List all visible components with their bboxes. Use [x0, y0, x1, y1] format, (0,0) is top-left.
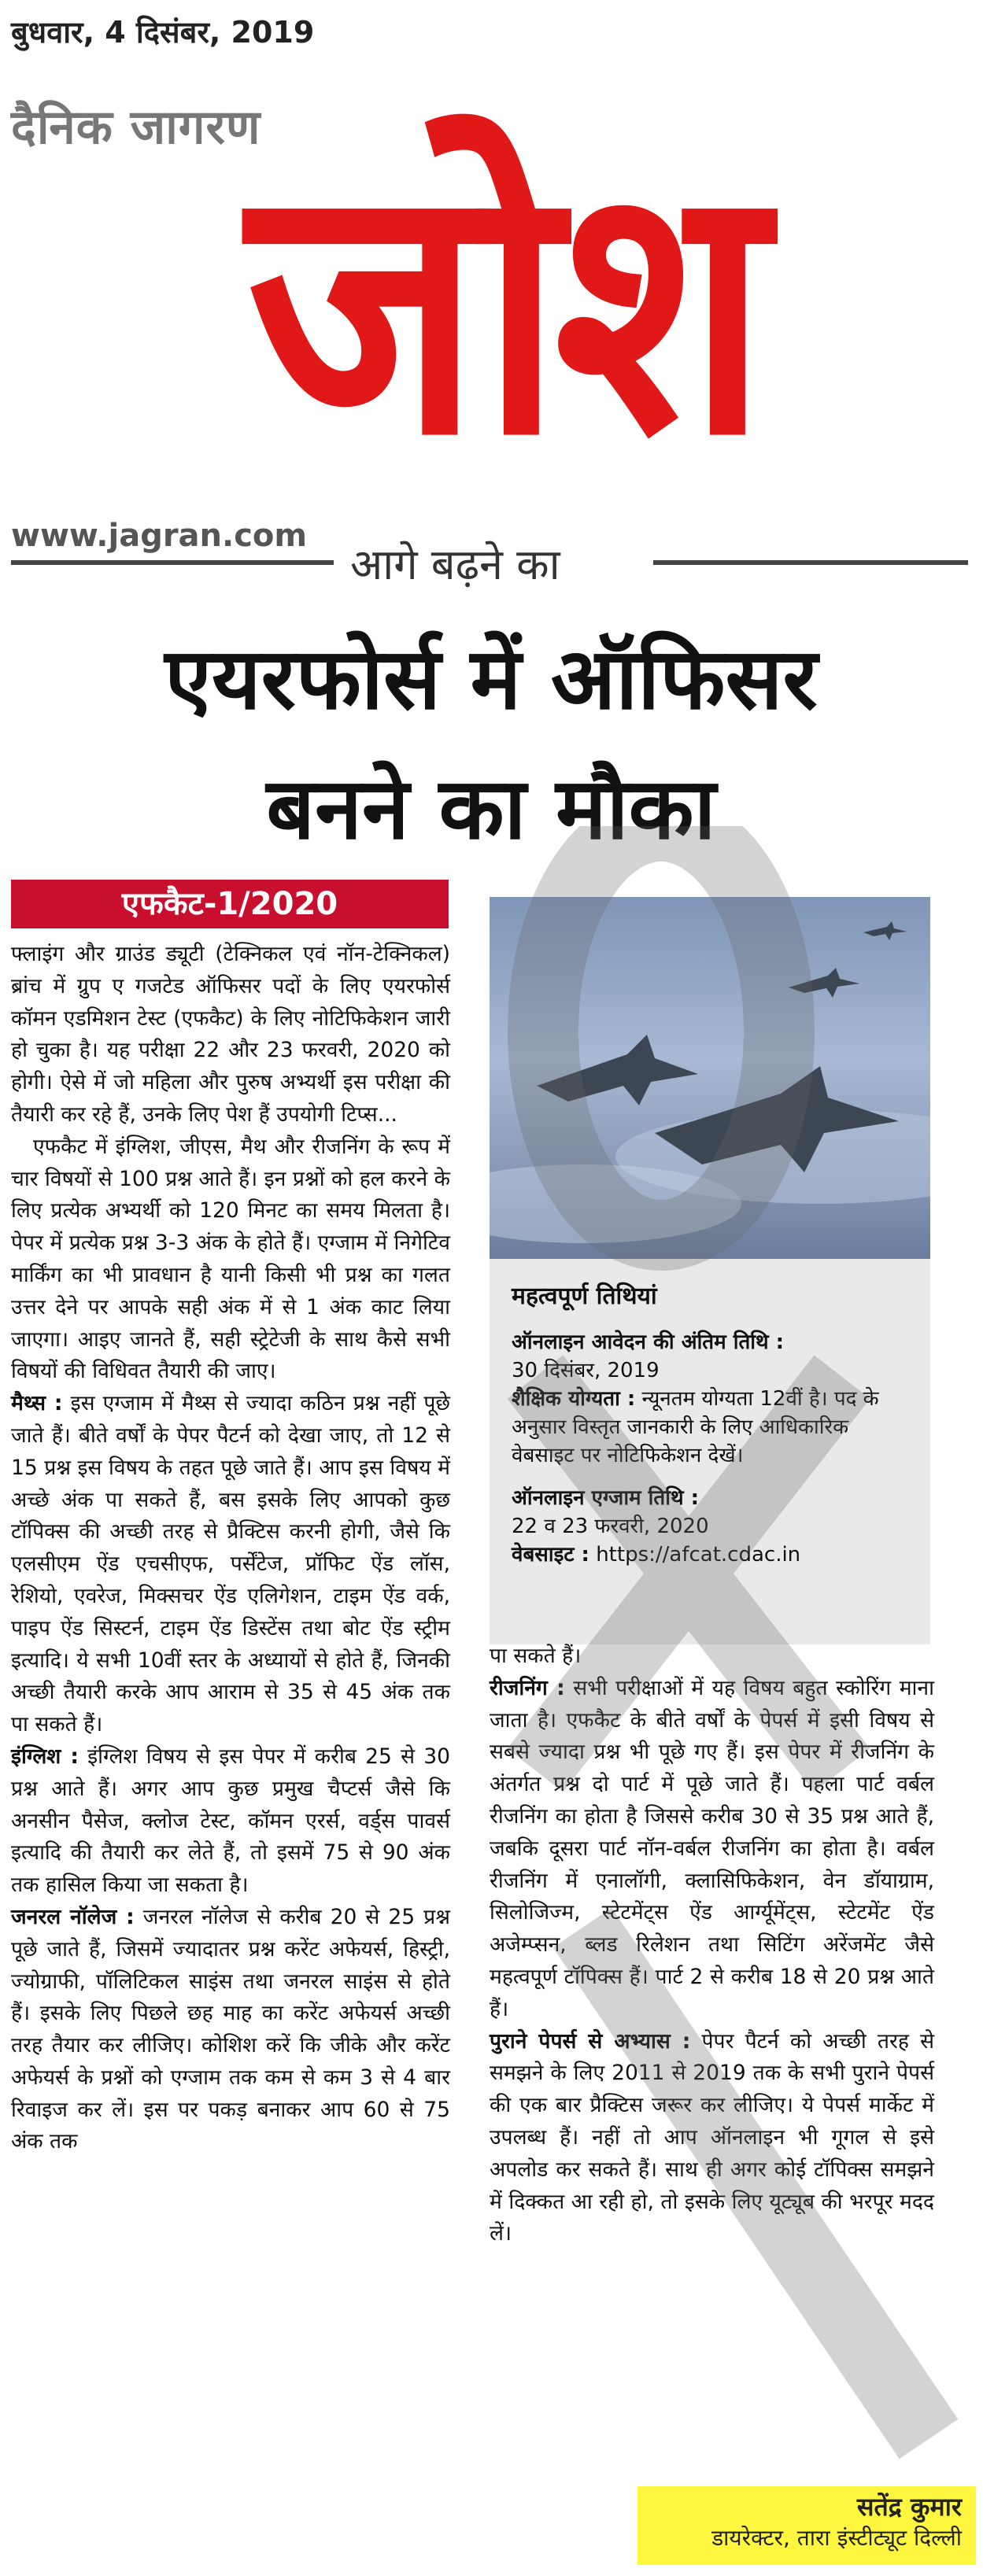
article-paragraph: एफकैट में इंग्लिश, जीएस, मैथ और रीजनिंग के रूप में चार विषयों से 100 प्रश्न आते हैं। इन प्रश्नों को हल करने के लिए प्रत्येक अभ्यर्थी को 120 मिनट का समय मिलता है। पेपर में प्रत्येक प्रश्न 3-3 अंक के होते हैं। एग्जाम में निगेटिव मार्किंग का भी प्रावधान है यानी किसी भी प्रश्न का गलत उत्तर देने पर आपके सही अंक में से 1 अंक काट लिया जाएगा। आइए जानते हैं, सही स्ट्रेटेजी के साथ कैसे सभी विषयों की विधिवत तैयारी की जाए।	[11, 1134, 450, 1384]
website-line	[512, 1541, 908, 1569]
maths-label: मैथ्स :	[11, 1391, 63, 1416]
masthead-tagline: आगे बढ़ने का	[350, 540, 560, 589]
article-column-right	[490, 1640, 934, 2250]
qualification-label: शैक्षिक योग्यता :	[512, 1387, 636, 1411]
maths-text: इस एग्जाम में मैथ्स से ज्यादा कठिन प्रश्न नहीं पूछे जाते हैं। बीते वर्षों के पेपर पैटर्न को देखा जाए, तो 12 से 15 प्रश्न इस विषय के तहत पूछे जाते हैं। आप इस विषय में अच्छे अंक पा सकते हैं, बस इसके लिए आपको कुछ टॉपिक्स की अच्छी तरह से प्रैक्टिस करनी होगी, जैसे कि एलसीएम ऐंड एचसीएफ, पर्सेंटेज, प्रॉफिट ऐंड लॉस, रेशियो, एवरेज, मिक्सचर ऐंड एलिगेशन, टाइम ऐंड वर्क, पाइप ऐंड सिस्टर्न, टाइम ऐंड डिस्टेंस तथा बोट ऐंड स्ट्रीम इत्यादि। ये सभी 10वीं स्तर के अध्यायों से होते हैं, जिनकी अच्छी तैयारी करके आप आराम से 35 से 45 अंक तक पा सकते हैं।	[11, 1391, 450, 1737]
qualification	[512, 1385, 908, 1470]
author-name: सतेंद्र कुमार	[856, 2492, 962, 2522]
masthead-rule-right	[653, 560, 968, 565]
gk-continuation: पा सकते हैं।	[490, 1644, 582, 1668]
exam-date-label: ऑनलाइन एग्जाम तिथि :	[512, 1486, 700, 1510]
english-section	[11, 1741, 450, 1902]
exam-date-value: 22 व 23 फरवरी, 2020	[512, 1515, 709, 1538]
gk-label: जनरल नॉलेज :	[11, 1904, 135, 1929]
section-tag: एफकैट-1/2020	[11, 880, 449, 928]
website-link[interactable]: https://afcat.cdac.in	[589, 1543, 801, 1567]
article-column-left	[11, 939, 450, 2158]
article-intro: फ्लाइंग और ग्राउंड ड्यूटी (टेक्निकल एवं नॉन-टेक्निकल) ब्रांच में ग्रुप ए गजटेड ऑफिसर पदों के लिए एयरफोर्स कॉमन एडमिशन टेस्ट (एफकैट) के लिए नोटिफिकेशन जारी हो चुका है। यह परीक्षा 22 और 23 फरवरी, 2020 को होगी। ऐसे में जो महिला और पुरुष अभ्यर्थी इस परीक्षा की तैयारी कर रहे हैं, उनके लिए पेश हैं उपयोगी टिप्स...	[11, 942, 450, 1127]
headline-line-2: बनने का मौका	[266, 760, 716, 858]
old-papers-label: पुराने पेपर्स से अभ्यास :	[490, 2028, 691, 2054]
reasoning-section	[490, 1673, 934, 2026]
old-papers-text: पेपर पैटर्न को अच्छी तरह से समझने के लिए 2011 से 2019 तक के सभी पुराने पेपर्स की एक बार प्रैक्टिस जरूर कर लीजिए। ये पेपर्स मार्केट में उपलब्ध हैं। नहीं तो आप ऑनलाइन भी गूगल से इसे अपलोड कर सकते हैं। साथ ही अगर कोई टॉपिक्स समझने में दिक्कत आ रही हो, तो इसके लिए यूट्यूब की भरपूर मदद लें।	[490, 2028, 934, 2246]
website-url[interactable]: www.jagran.com	[11, 518, 308, 554]
gk-section	[11, 1902, 450, 2158]
english-label: इंग्लिश :	[11, 1744, 79, 1769]
reasoning-label: रीजनिंग :	[490, 1675, 565, 1700]
last-date-label: ऑनलाइन आवेदन की अंतिम तिथि :	[512, 1330, 785, 1354]
important-dates-box	[490, 1259, 930, 1644]
website-label: वेबसाइट :	[512, 1543, 589, 1567]
newspaper-brand: दैनिक जागरण	[11, 100, 261, 155]
headline-line-1: एयरफोर्स में ऑफिसर	[164, 630, 818, 729]
last-date-value: 30 दिसंबर, 2019	[512, 1359, 660, 1382]
fighter-jets-photo	[490, 897, 930, 1259]
infobox-title: महत्वपूर्ण तिथियां	[512, 1282, 657, 1310]
gk-text: जनरल नॉलेज से करीब 20 से 25 प्रश्न पूछे जाते हैं, जिसमें ज्यादातर प्रश्न करेंट अफेयर्स, हिस्ट्री, ज्योग्राफी, पॉलिटिकल साइंस तथा जनरल साइंस से होते हैं। इसके लिए पिछले छह माह का करेंट अफेयर्स अच्छी तरह तैयार कर लीजिए। कोशिश करें कि जीके और करेंट अफेयर्स के प्रश्नों को एग्जाम तक कम से कम 3 से 4 बार रिवाइज कर लें। इस पर पकड़ बनाकर आप 60 से 75 अंक तक	[11, 1904, 450, 2154]
masthead-rule-left	[11, 560, 334, 565]
fighter-jets-illustration	[490, 897, 930, 1259]
qualification-text: न्यूनतम योग्यता 12वीं है। पद के अनुसार विस्तृत जानकारी के लिए आधिकारिक वेबसाइट पर नोटिफिकेशन देखें।	[512, 1387, 879, 1467]
old-papers-section	[490, 2026, 934, 2251]
maths-section	[11, 1388, 450, 1741]
issue-date: बुधवार, 4 दिसंबर, 2019	[11, 15, 315, 50]
masthead-title: जोश	[246, 109, 761, 512]
reasoning-text: सभी परीक्षाओं में यह विषय बहुत स्कोरिंग माना जाता है। एफकैट के बीते वर्षों के पेपर्स में इसी विषय से सबसे ज्यादा प्रश्न भी पूछे गए हैं। इस पेपर में रीजनिंग के अंतर्गत प्रश्न दो पार्ट में पूछे जाते हैं। पहला पार्ट वर्बल रीजनिंग का होता है जिससे करीब 30 से 35 प्रश्न आते हैं, जबकि दूसरा पार्ट नॉन-वर्बल रीजनिंग का होता है। वर्बल रीजनिंग में एनालॉगी, क्लासिफिकेशन, वेन डॉयाग्राम, सिलोजिज्म, स्टेटमेंट्स ऐंड आर्ग्यूमेंट्स, स्टेटमेंट ऐंड अजेम्प्सन, ब्लड रिलेशन तथा सिटिंग अरेंजमेंट जैसे महत्वपूर्ण टॉपिक्स हैं। पार्ट 2 से करीब 18 से 20 प्रश्न आते हैं।	[490, 1675, 934, 2021]
author-designation: डायरेक्टर, तारा इंस्टीट्यूट दिल्ली	[711, 2525, 962, 2551]
author-credit	[637, 2486, 976, 2565]
english-text: इंग्लिश विषय से इस पेपर में करीब 25 से 30 प्रश्न आते हैं। अगर आप कुछ प्रमुख चैप्टर्स जैसे कि अनसीन पैसेज, क्लोज टेस्ट, कॉमन एरर्स, वर्ड्स पावर्स इत्यादि की तैयारी कर लेते हैं, तो इसमें 75 से 90 अंक तक हासिल किया जा सकता है।	[11, 1744, 450, 1898]
